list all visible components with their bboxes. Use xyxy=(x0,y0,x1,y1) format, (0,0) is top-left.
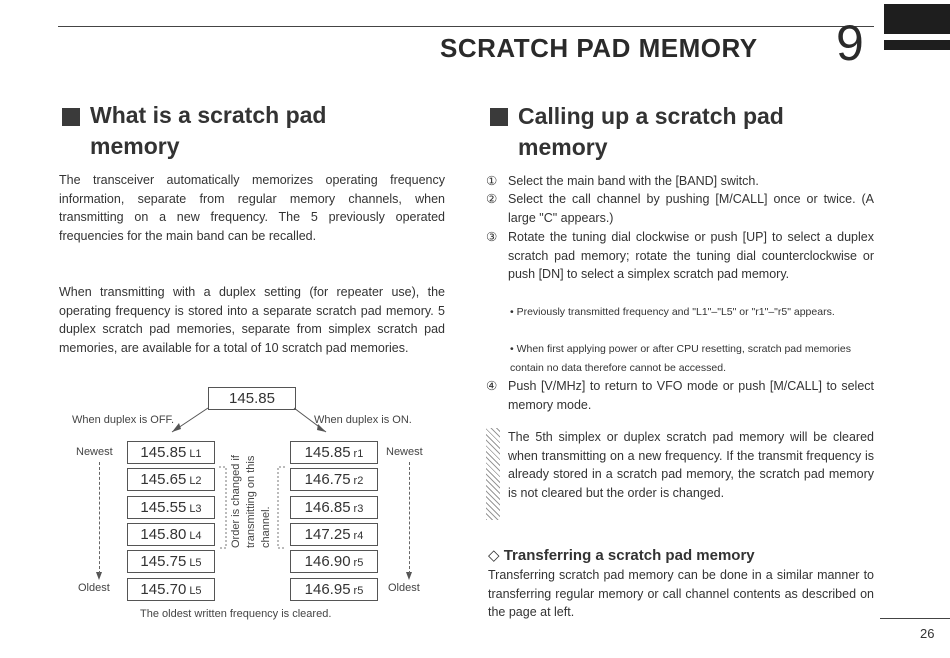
memory-tag: L5 xyxy=(189,557,202,570)
chapter-title: SCRATCH PAD MEMORY xyxy=(440,33,758,63)
left-paragraph-2: When transmitting with a duplex setting (for repeater use), the operating frequency is stored into a separate scratch pad memory. 5 duplex scratch pad memories, separate from simplex scratch pad memories, are available for a total of 10 scratch pad memories. xyxy=(59,285,445,355)
step-text: Select the main band with the [BAND] switch. xyxy=(508,174,759,188)
duplex-frequency-box xyxy=(290,496,378,519)
page-number: 26 xyxy=(920,626,935,641)
frequency-value: 145.65 xyxy=(140,471,187,489)
simplex-frequency-box xyxy=(127,496,215,519)
step-text: Push [V/MHz] to return to VFO mode or push [M/CALL] to select memory mode. xyxy=(508,379,874,412)
simplex-frequency-box xyxy=(127,578,215,601)
step-text: Select the call channel by pushing [M/CALL] once or twice. (A large "C" appears.) xyxy=(508,192,874,225)
label-newest-left: Newest xyxy=(76,446,113,458)
order-note-line1: Order is changed if xyxy=(230,455,242,548)
heading-square-icon xyxy=(490,108,508,126)
sub-text: Transferring scratch pad memory can be done in a similar manner to transferring regular memory or call channel contents as described on the page at left. xyxy=(488,568,874,619)
simplex-frequency-box xyxy=(127,468,215,491)
footer-rule xyxy=(880,618,950,619)
step-text: Rotate the tuning dial clockwise or push [UP] to select a duplex scratch pad memory; rotate the tuning dial counterclockwise or push [DN] to select a simplex scratch pad memory. xyxy=(508,230,874,281)
duplex-frequency-box xyxy=(290,523,378,546)
frequency-value: 145.70 xyxy=(140,580,187,598)
left-heading-line2: memory xyxy=(90,133,180,159)
simplex-frequency-box xyxy=(127,523,215,546)
duplex-frequency-box xyxy=(290,550,378,573)
simplex-frequency-box xyxy=(127,550,215,573)
frequency-value: 146.85 xyxy=(304,498,351,516)
order-note-line2: transmitting on this xyxy=(245,455,257,548)
label-newest-right: Newest xyxy=(386,446,423,458)
frequency-value: 147.25 xyxy=(304,525,351,543)
frequency-value: 145.80 xyxy=(140,525,187,543)
simplex-frequency-box xyxy=(127,441,215,464)
frequency-value: 145.85 xyxy=(140,444,187,461)
frequency-value: 146.90 xyxy=(304,553,351,571)
frequency-value: 145.85 xyxy=(304,444,351,461)
label-duplex-off: When duplex is OFF. xyxy=(72,414,175,426)
label-oldest-right: Oldest xyxy=(388,582,420,594)
duplex-frequency-box xyxy=(290,468,378,491)
right-heading-line2: memory xyxy=(518,134,608,160)
timeline-left xyxy=(99,462,100,574)
step-number: ① xyxy=(486,174,498,188)
duplex-frequency-box xyxy=(290,578,378,601)
frequency-value: 145.55 xyxy=(140,498,187,516)
memory-tag: r5 xyxy=(353,557,364,570)
memory-tag: L2 xyxy=(189,475,202,488)
frequency-value: 146.95 xyxy=(304,580,351,598)
timeline-right xyxy=(409,462,410,574)
step-number: ② xyxy=(486,192,498,206)
label-oldest-left: Oldest xyxy=(78,582,110,594)
left-paragraph-1: The transceiver automatically memorizes operating frequency information, separate from regular memory channels, when transmitting on a new frequency. The 5 previously operated frequencies for the main band can be recalled. xyxy=(59,173,445,243)
frequency-value: 145.75 xyxy=(140,553,187,571)
step-number: ④ xyxy=(486,379,498,393)
chapter-number: 9 xyxy=(836,15,864,71)
sub-heading: ◇ Transferring a scratch pad memory xyxy=(488,547,755,564)
step-number: ③ xyxy=(486,230,498,244)
memory-tag: r4 xyxy=(353,529,364,542)
note-hatch-icon xyxy=(486,428,500,520)
memory-tag: r5 xyxy=(353,584,364,597)
note-text: The 5th simplex or duplex scratch pad memory will be cleared when transmitting on a new frequency. If the transmit frequency is already stored in a scratch pad memory, the scratch pad memory is not cleared but the order is changed. xyxy=(508,430,874,500)
memory-tag: r3 xyxy=(353,502,364,515)
memory-tag: L3 xyxy=(189,502,202,515)
order-note-line3: channel. xyxy=(260,506,272,548)
right-heading-line1: Calling up a scratch pad xyxy=(518,103,784,129)
bullet-1: • Previously transmitted frequency and "L1"–"L5" or "r1"–"r5" appears. xyxy=(510,306,835,318)
memory-tag: r1 xyxy=(353,448,364,460)
memory-tag: L1 xyxy=(189,448,202,460)
memory-tag: r2 xyxy=(353,475,364,488)
diagram-caption: The oldest written frequency is cleared. xyxy=(140,608,332,620)
memory-tag: L4 xyxy=(189,529,202,542)
diagram-top-frequency: 145.85 xyxy=(208,387,296,410)
memory-tag: L5 xyxy=(189,584,202,597)
duplex-frequency-box xyxy=(290,441,378,464)
bullet-2: • When first applying power or after CPU resetting, scratch pad memories contain no data therefore cannot be accessed. xyxy=(510,343,851,374)
left-heading-line1: What is a scratch pad xyxy=(90,102,327,128)
frequency-value: 146.75 xyxy=(304,471,351,489)
label-duplex-on: When duplex is ON. xyxy=(314,414,412,426)
